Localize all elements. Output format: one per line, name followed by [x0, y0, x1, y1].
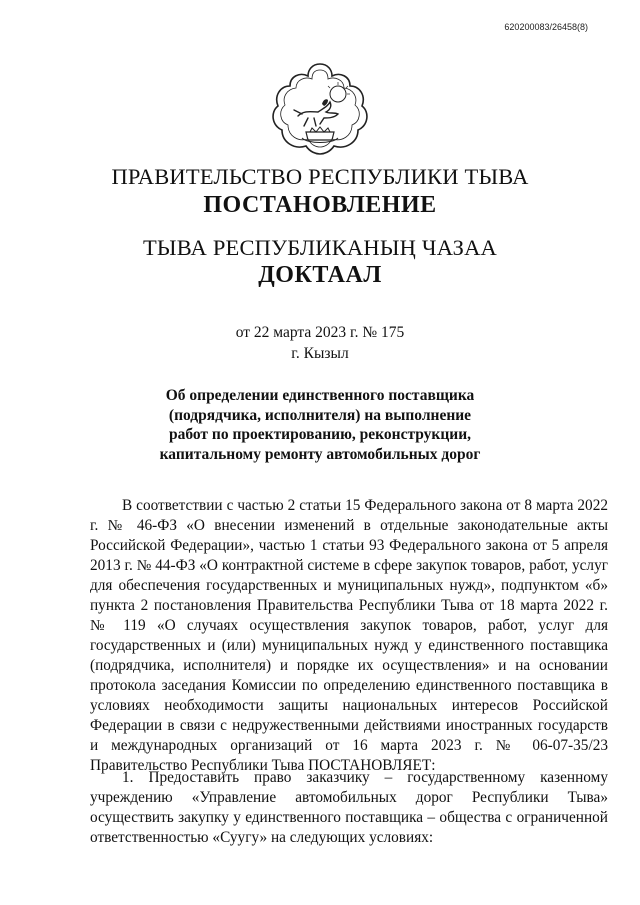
document-type-tuvan: ДОКТААЛ — [258, 262, 382, 288]
government-title: ПРАВИТЕЛЬСТВО РЕСПУБЛИКИ ТЫВА — [111, 164, 529, 189]
resolution-title-text: Об определении единственного поставщика (подрядчика, исполнителя) на выполнение работ по проектированию, реконструкции, капитальному ремонту автомобильных дорог — [159, 387, 481, 463]
preamble-paragraph: В соответствии с частью 2 статьи 15 Федерального закона от 8 марта 2022 г. № 46-ФЗ «О внесении изменений в отдельные законодательные акты Российской Федерации», частью 1 статьи 93 Федерального закона от 5 апреля 2013 г. № 44-ФЗ «О контрактной системе в сфере закупок товаров, работ, услуг для обеспечения государственных и муниципальных нужд», подпунктом «б» пункта 2 постановления Правительства Республики Тыва от 18 марта 2022 г. № 119 «О случаях осуществления закупок товаров, работ, услуг для государственных и (или) муниципальных нужд у единственного поставщика (подрядчика, исполнителя) и порядке их осуществления» и на основании протокола заседания Комиссии по определению единственного поставщика в условиях необходимости защиты национальных интересов Российской Федерации в связи с недружественными действиями иностранных государств и международных организаций от 16 марта 2023 г. № 06-07-35/23 Правительство Республики Тыва ПОСТАНОВЛЯЕТ: — [90, 497, 608, 774]
document-type: ПОСТАНОВЛЕНИЕ — [203, 192, 437, 218]
document-city: г. Кызыл — [291, 345, 349, 362]
document-date: от 22 марта 2023 г. № 175 — [235, 324, 405, 341]
resolution-title — [0, 386, 640, 464]
government-title-tuvan: ТЫВА РЕСПУБЛИКАНЫҢ ЧАЗАА — [142, 235, 498, 260]
coat-of-arms-emblem-icon — [268, 60, 372, 156]
document-number: 620200083/26458(8) — [504, 22, 588, 32]
clause-1-paragraph: 1. Предоставить право заказчику – государственному казенному учреждению «Управление автомобильных дорог Республики Тыва» осуществить закупку у единственного поставщика – общества с ограниченной ответственностью «Суугу» на следующих условиях: — [90, 769, 608, 846]
